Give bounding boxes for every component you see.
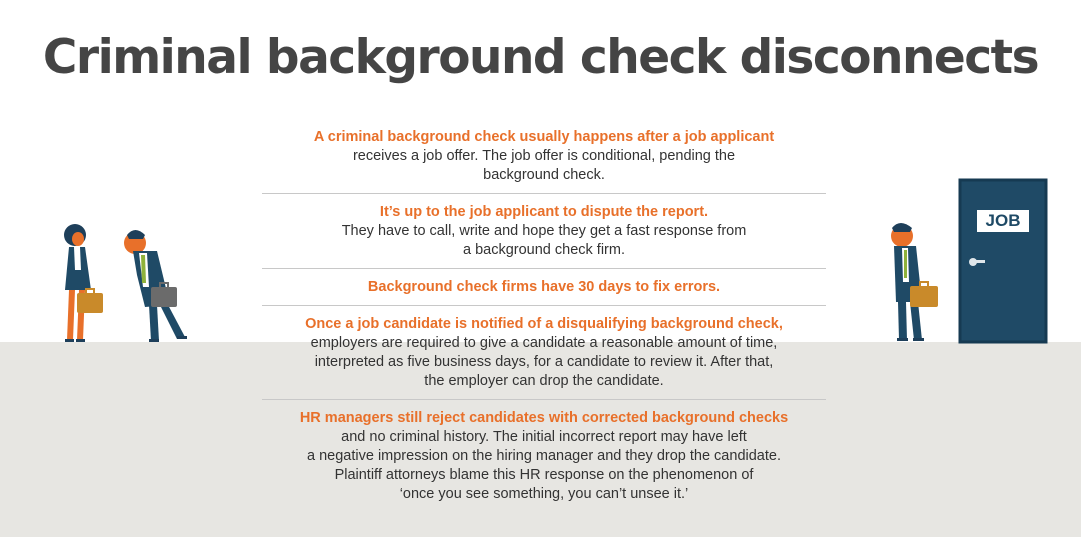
woman-figure xyxy=(64,224,103,342)
point-highlight: It’s up to the job applicant to dispute the report. xyxy=(379,204,709,220)
door-label: JOB xyxy=(985,211,1021,230)
point-hr-reject xyxy=(262,407,826,512)
man-at-door-figure xyxy=(891,223,938,341)
point-body: employers are required to give a candidate a reasonable amount of time, interpreted as five business days, for a candidate to review it. After that, the employer can drop the candidate. xyxy=(310,335,778,389)
job-door xyxy=(960,180,1046,342)
page-title: Criminal background check disconnects xyxy=(42,30,1039,85)
point-dispute-report xyxy=(262,201,826,269)
point-highlight: HR managers still reject candidates with corrected background checks xyxy=(299,410,789,426)
point-review-time xyxy=(262,313,826,400)
job-seekers-illustration xyxy=(55,215,205,347)
point-highlight: Background check firms have 30 days to fix errors. xyxy=(367,279,721,295)
point-highlight: A criminal background check usually happens after a job applicant xyxy=(313,129,775,145)
point-body: receives a job offer. The job offer is conditional, pending the background check. xyxy=(352,148,736,183)
point-fix-errors xyxy=(262,276,826,306)
point-body: and no criminal history. The initial incorrect report may have left a negative impression on the hiring manager and they drop the candidate. Plaintiff attorneys blame this HR response on the phenomenon of ‘once you see something, you can’t unsee it.’ xyxy=(307,429,781,502)
point-highlight: Once a job candidate is notified of a disqualifying background check, xyxy=(305,316,783,332)
point-body: They have to call, write and hope they get a fast response from a background check firm. xyxy=(341,223,747,258)
job-door-illustration xyxy=(880,178,1050,344)
point-conditional-offer xyxy=(262,126,826,194)
key-points-list xyxy=(262,126,826,519)
man-figure xyxy=(124,230,187,342)
